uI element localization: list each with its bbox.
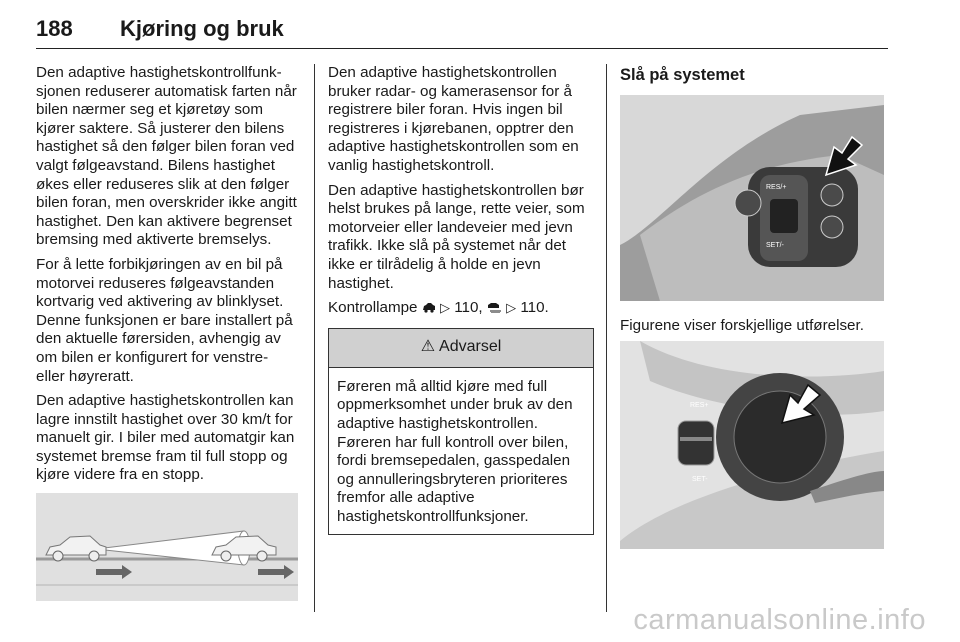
arrow-right-icon bbox=[258, 565, 294, 579]
steering-wheel-figure-2 bbox=[620, 341, 884, 549]
steering-wheel-controls-image bbox=[620, 341, 884, 549]
warning-icon: ⚠ bbox=[420, 338, 436, 356]
set-minus-label: SET- bbox=[692, 476, 708, 484]
paragraph: Den adaptive hastighetskontrollfunksjonen reduserer automatisk farten når bilen nærmer seg et kjøretøy som kjører saktere. Så justerer den bilens hastighet så den følger bilen foran ved valgt følgeavstand. Bilens hastighet økes eller reduseres slik at den følger bilen foran, men overskrider ikke angitt hastighet. Den kan aktivere begrenset bremsing med aktiverte bremselys. bbox=[36, 64, 297, 249]
res-plus-label: RES/+ bbox=[766, 183, 787, 191]
set-minus-label: SET/- bbox=[766, 241, 784, 249]
page-number: 188 bbox=[36, 16, 73, 41]
section-title: Kjøring og bruk bbox=[120, 16, 284, 41]
paragraph: Den adaptive hastighetskontrollen bruker radar- og kamerasensor for å registrere biler foran. Hvis ingen bil registreres i kjørebanen, opptrer den adaptive hastighetskontrollen som en vanlig hastighetskontroll. bbox=[328, 64, 579, 174]
column-divider bbox=[606, 64, 607, 612]
car-icon bbox=[422, 302, 436, 313]
column-divider bbox=[314, 64, 315, 612]
page-header bbox=[36, 10, 888, 49]
steering-wheel-controls-image bbox=[620, 95, 884, 301]
traffic-diagram bbox=[36, 493, 298, 601]
traffic-illustration bbox=[36, 493, 298, 601]
column-middle bbox=[328, 64, 594, 535]
warning-header bbox=[329, 329, 593, 368]
figure-caption: Figurene viser forskjellige utførelser. bbox=[620, 316, 864, 334]
warning-text: Føreren må alltid kjøre med full oppmerksomhet under bruk av den adaptive hastighetskontrollen. Føreren har full kontroll over bilen, fordi bremsepedalen, gasspedalen og annulleringsbryteren prioriteres fremfor alle adaptive hastighetskontrollfunksjoner. bbox=[337, 377, 573, 525]
own-car-icon bbox=[46, 536, 106, 561]
column-right bbox=[620, 64, 890, 549]
reference-arrow-icon: ▷ bbox=[506, 300, 517, 316]
res-plus-label: RES+ bbox=[690, 402, 709, 410]
acc-icon bbox=[487, 301, 502, 313]
section-heading: Slå på systemet bbox=[620, 66, 745, 84]
warning-title: Advarsel bbox=[439, 338, 502, 356]
paragraph: Den adaptive hastighetskontrollen bør helst brukes på lange, rette veier, som motorveier eller landeveier med jevn trafikk. Ikke slå på systemet når det ikke er tilrådelig å holde en jevn hastighet. bbox=[328, 181, 585, 292]
arrow-right-icon bbox=[96, 565, 132, 579]
reference-arrow-icon: ▷ bbox=[439, 300, 450, 316]
indicator-line: Kontrollampe ▷ 110, ▷ 110. bbox=[328, 299, 549, 317]
column-left bbox=[36, 64, 300, 601]
warning-box bbox=[328, 328, 594, 536]
paragraph: Den adaptive hastighetskontrollen kan lagre innstilt hastighet over 30 km/t for manuelt gir. I biler med automatgir kan systemet bremse fram til full stopp og kjøre videre fra en stopp. bbox=[36, 392, 295, 484]
paragraph: For å lette forbikjøringen av en bil på motorvei reduseres følgeavstanden kortvarig ved aktivering av blinklyset. Denne funksjonen er bare installert på den aktuelle førersiden, avhengig av om bilen er konfigurert for venstre- eller høyreratt. bbox=[36, 255, 293, 385]
steering-wheel-figure-1 bbox=[620, 95, 884, 301]
watermark: carmanualsonline.info bbox=[633, 604, 926, 636]
